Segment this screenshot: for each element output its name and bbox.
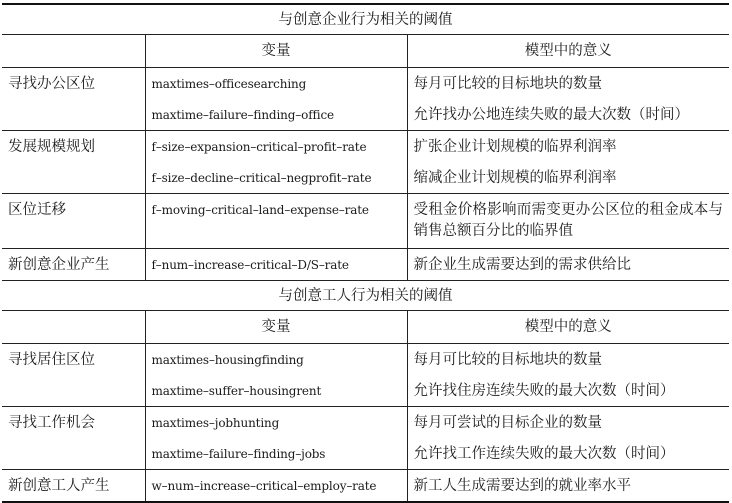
row-meaning: 每月可比较的目标地块的数量 xyxy=(407,68,729,100)
header-variable: 变量 xyxy=(145,35,407,68)
row-category xyxy=(2,162,145,194)
row-meaning: 新企业生成需要达到的需求供给比 xyxy=(407,249,729,281)
table-row xyxy=(2,470,729,503)
table-row xyxy=(2,249,729,281)
header-row xyxy=(2,311,729,344)
row-category: 寻找居住区位 xyxy=(8,351,95,368)
row-meaning: 受租金价格影响而需变更办公区位的租金成本与销售总额百分比的临界值 xyxy=(407,194,729,249)
threshold-table-container xyxy=(2,3,729,503)
table-row xyxy=(2,375,729,407)
row-meaning: 允许找住房连续失败的最大次数（时间） xyxy=(407,375,729,407)
row-variable: maxtimes–officesearching xyxy=(145,68,407,100)
row-meaning: 新工人生成需要达到的就业率水平 xyxy=(407,470,729,503)
header-meaning: 模型中的意义 xyxy=(407,35,729,68)
row-variable: f–size–decline–critical–negprofit–rate xyxy=(145,162,407,194)
row-variable: w–num–increase–critical–employ–rate xyxy=(145,470,407,503)
row-variable: maxtime–failure–finding–jobs xyxy=(145,438,407,470)
section-title-enterprise: 与创意企业行为相关的阈值 xyxy=(2,4,729,35)
table-row xyxy=(2,99,729,131)
row-meaning: 每月可尝试的目标企业的数量 xyxy=(407,407,729,439)
row-variable: maxtimes–housingfinding xyxy=(145,344,407,376)
table-row xyxy=(2,438,729,470)
header-variable: 变量 xyxy=(145,311,407,344)
row-category: 新创意工人产生 xyxy=(2,470,145,503)
row-variable: maxtime–suffer–housingrent xyxy=(145,375,407,407)
threshold-table xyxy=(2,3,729,503)
table-row xyxy=(2,344,729,376)
table-row xyxy=(2,68,729,100)
row-category: 新创意企业产生 xyxy=(8,256,110,273)
header-meaning: 模型中的意义 xyxy=(407,311,729,344)
section-title-row xyxy=(2,281,729,311)
section-title-row xyxy=(2,4,729,35)
row-meaning: 缩减企业计划规模的临界利润率 xyxy=(407,162,729,194)
row-category: 区位迁移 xyxy=(2,194,145,249)
row-variable: maxtimes–jobhunting xyxy=(145,407,407,439)
row-category: 寻找工作机会 xyxy=(8,414,95,431)
table-row xyxy=(2,194,729,249)
table-row xyxy=(2,407,729,439)
row-meaning: 允许找工作连续失败的最大次数（时间） xyxy=(407,438,729,470)
header-empty xyxy=(2,311,145,344)
row-variable: f–moving–critical–land–expense–rate xyxy=(145,194,407,249)
row-category: 寻找办公区位 xyxy=(8,75,95,92)
row-meaning: 每月可比较的目标地块的数量 xyxy=(407,344,729,376)
row-variable: maxtime–failure–finding–office xyxy=(145,99,407,131)
row-variable: f–size–expansion–critical–profit–rate xyxy=(145,131,407,163)
row-variable: f–num–increase–critical–D/S–rate xyxy=(145,249,407,281)
row-category xyxy=(2,438,145,470)
row-meaning: 扩张企业计划规模的临界利润率 xyxy=(407,131,729,163)
table-row xyxy=(2,131,729,163)
header-row xyxy=(2,35,729,68)
row-meaning: 允许找办公地连续失败的最大次数（时间） xyxy=(407,99,729,131)
table-row xyxy=(2,162,729,194)
row-category: 发展规模规划 xyxy=(8,138,95,155)
row-category xyxy=(2,375,145,407)
section-title-worker: 与创意工人行为相关的阈值 xyxy=(2,281,729,311)
row-category xyxy=(2,99,145,131)
header-empty xyxy=(2,35,145,68)
